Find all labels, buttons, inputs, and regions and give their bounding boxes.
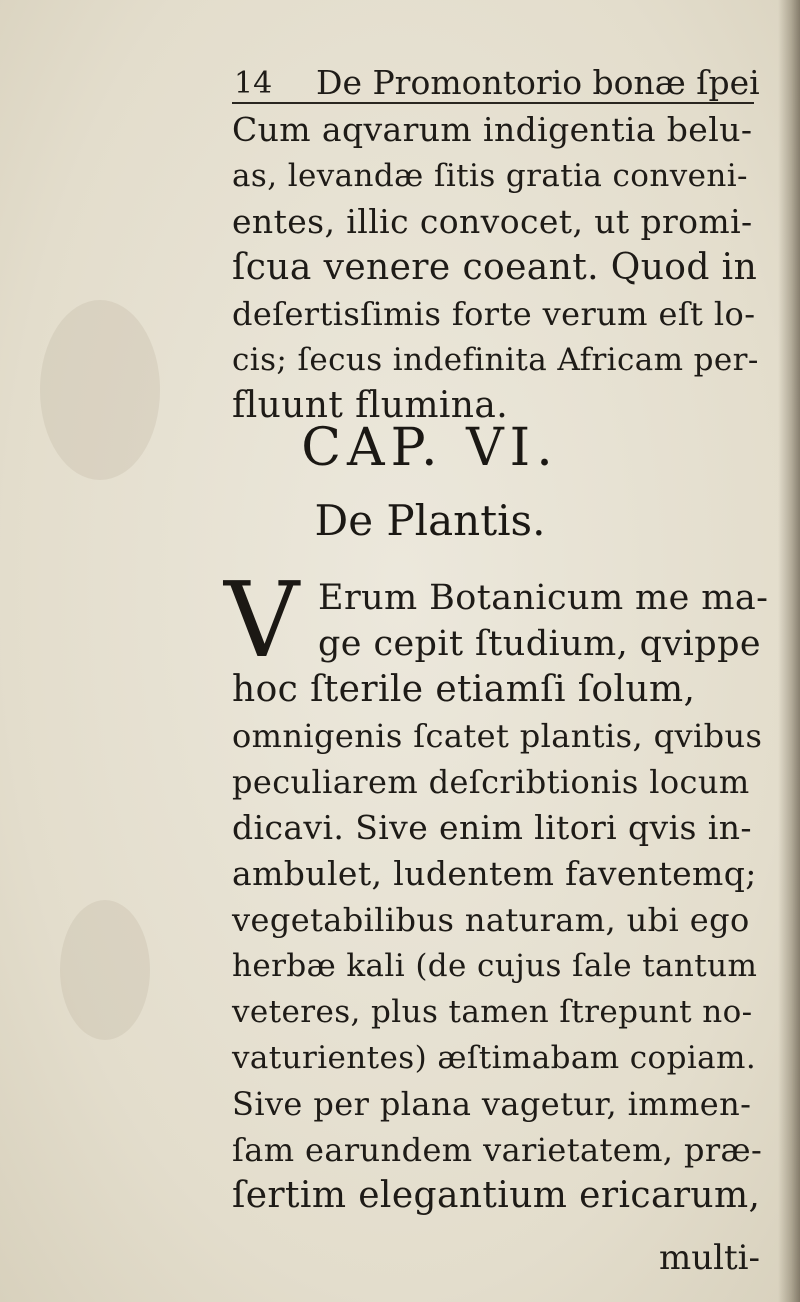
text-line: deſertisſimis forte verum eſt lo- [232,295,756,333]
paper-stain [60,900,150,1040]
text-line: ge cepit ſtudium, qvippe [318,624,761,664]
page-edge-shadow [778,0,800,1302]
text-line: omnigenis ſcatet plantis, qvibus [232,717,763,755]
chapter-title: CAP. VI. [301,418,559,478]
text-line: vaturientes) æſtimabam copiam. [232,1040,757,1076]
page-number: 14 [234,66,273,101]
text-line: ſam earundem varietatem, præ- [232,1131,763,1169]
text-line: entes, illic convocet, ut promi- [232,202,753,241]
text-line: hoc ſterile etiamſi ſolum, [232,669,696,710]
text-line: herbæ kali (de cujus ſale tantum [232,948,758,984]
text-line: Sive per plana vagetur, immen- [232,1085,752,1123]
drop-cap: V [224,559,300,681]
chapter-subtitle: De Plantis. [314,496,546,545]
catchword: multi- [658,1238,760,1278]
text-line: ſcua venere coeant. Quod in [232,247,758,288]
text-line: ſertim elegantium ericarum, [232,1175,761,1216]
page-header [232,58,760,104]
text-line: vegetabilibus naturam, ubi ego [232,901,750,939]
paper-stain [40,300,160,480]
text-line: as, levandæ ſitis gratia conveni- [232,158,748,194]
text-line: peculiarem deſcribtionis locum [232,763,750,801]
text-line: dicavi. Sive enim litori qvis in- [232,808,752,847]
running-head: De Promontorio bonæ ſpei [316,63,760,102]
text-line: veteres, plus tamen ſtrepunt no- [232,994,753,1030]
text-line: fluunt flumina. [232,385,509,426]
text-line: ambulet, ludentem faventemq; [232,854,757,893]
text-line: cis; ſecus indefinita Africam per- [232,342,759,378]
text-line: Cum aqvarum indigentia belu- [232,110,753,149]
text-line: Erum Botanicum me ma- [318,578,769,618]
